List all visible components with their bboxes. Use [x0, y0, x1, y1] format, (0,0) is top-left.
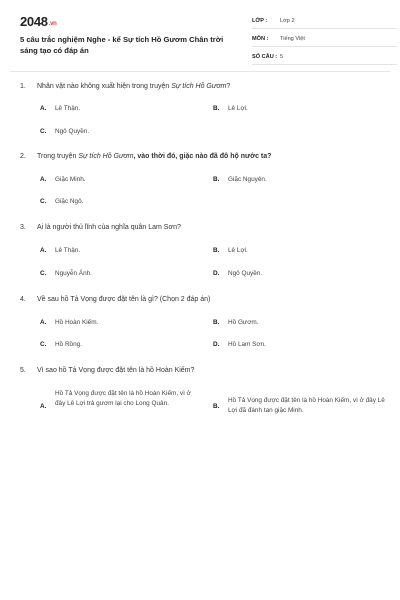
- option-text: Lê Lợi.: [228, 105, 248, 112]
- option-letter: C.: [40, 198, 47, 205]
- question-number: 1.: [20, 83, 26, 90]
- question-number: 2.: [20, 153, 26, 160]
- option-letter: A.: [40, 176, 47, 183]
- meta-row-grade: [252, 14, 397, 29]
- meta-value: Lớp 2: [280, 18, 295, 24]
- option-text: Ngô Quyền.: [55, 128, 90, 135]
- option-text: Giặc Nguyên.: [228, 176, 267, 183]
- option-letter: A.: [40, 319, 47, 326]
- option-text: Hồ Gươm.: [228, 319, 259, 326]
- meta-row-subject: [252, 32, 397, 47]
- option-letter: B.: [213, 319, 220, 326]
- worksheet-title: 5 câu trắc nghiệm Nghe - kể Sự tích Hồ Gươm Chân trời sáng tạo có đáp án: [20, 35, 224, 55]
- question-number: 3.: [20, 224, 26, 231]
- meta-value: Tiếng Việt: [280, 36, 305, 42]
- option-letter: A.: [40, 403, 47, 410]
- option-letter: D.: [213, 270, 220, 277]
- header-divider: [10, 71, 390, 72]
- option-text: Lê Thận.: [55, 247, 81, 254]
- option-letter: B.: [213, 403, 220, 410]
- question-body: [37, 82, 230, 92]
- option-text: Ngô Quyền.: [228, 270, 263, 277]
- option-text: Giặc Minh.: [55, 176, 86, 183]
- logo-suffix: .vn: [48, 21, 57, 27]
- meta-key: LỚP :: [252, 18, 268, 24]
- question-part: ?: [226, 83, 231, 90]
- option-text: Hồ Hoàn Kiếm.: [55, 319, 99, 326]
- option-letter: C.: [40, 270, 47, 277]
- option-letter: C.: [40, 128, 47, 135]
- option-text: Lê Lợi.: [228, 247, 248, 254]
- worksheet-header: [20, 14, 382, 74]
- question-body: [37, 152, 271, 162]
- question-number: 5.: [20, 367, 26, 374]
- option-text: Hồ Lam Sơn.: [228, 341, 266, 348]
- option-letter: A.: [40, 105, 47, 112]
- option-letter: C.: [40, 341, 47, 348]
- option-letter: B.: [213, 176, 220, 183]
- option-text: Lê Thận.: [55, 105, 81, 112]
- option-text: Hồ Rồng.: [55, 341, 82, 348]
- option-letter: A.: [40, 247, 47, 254]
- option-letter: B.: [213, 105, 220, 112]
- option-text: Hồ Tả Vọng được đặt tên là hồ Hoàn Kiếm, vì ở đây Lê Lợi trả gươm lại cho Long Quân.: [55, 390, 191, 407]
- question-part-italic: Sự tích Hồ Gươm: [78, 153, 134, 160]
- question-part: Trong truyện: [37, 153, 79, 160]
- option-text: Nguyễn Ánh.: [55, 270, 92, 277]
- question-part-italic: Sự tích Hồ Gươm: [171, 83, 227, 90]
- option-letter: B.: [213, 247, 220, 254]
- question-body: Về sau hồ Tả Vọng được đặt tên là gì? (Chọn 2 đáp án): [37, 296, 211, 303]
- worksheet-meta: [252, 14, 397, 68]
- question-body: Ai là người thủ lĩnh của nghĩa quân Lam Sơn?: [37, 224, 181, 231]
- question-number: 4.: [20, 296, 26, 303]
- option-letter: D.: [213, 341, 220, 348]
- question-part: Nhân vật nào không xuất hiện trong truyện: [37, 83, 172, 90]
- question-part-bold: , vào thời đó, giặc nào đã đô hộ nước ta?: [133, 153, 272, 160]
- meta-value: 5: [280, 54, 284, 60]
- option-text: Hồ Tả Vọng được đặt tên là hồ Hoàn Kiếm, vì ở đây Lê Lợi đã đánh tan giặc Minh.: [228, 397, 385, 414]
- question-body: Vì sao hồ Tả Vọng được đặt tên là hồ Hoàn Kiếm?: [37, 367, 195, 374]
- site-logo[interactable]: [20, 14, 57, 29]
- meta-key: MÔN :: [252, 36, 269, 42]
- option-text: Giặc Ngô.: [55, 198, 84, 205]
- meta-row-count: [252, 50, 397, 65]
- logo-main: 2048: [20, 14, 48, 29]
- meta-key: SỐ CÂU :: [252, 54, 278, 60]
